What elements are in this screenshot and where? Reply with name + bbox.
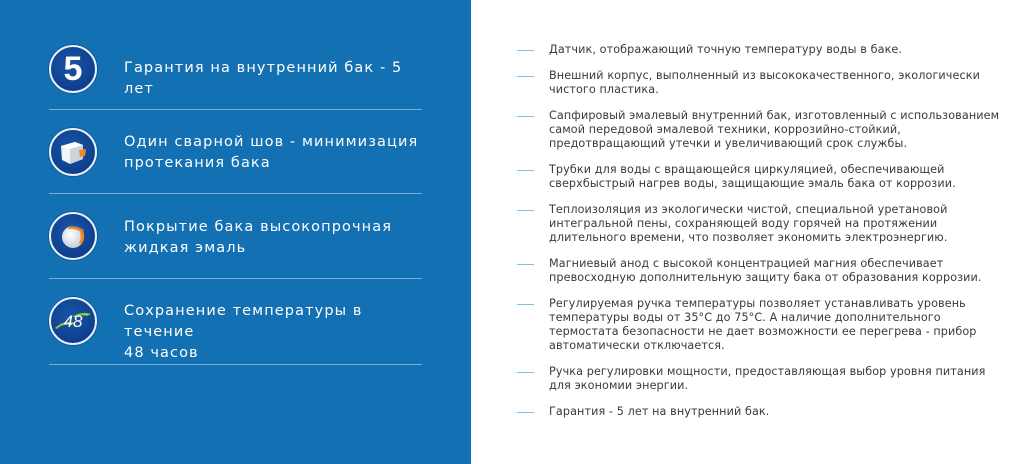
feature-title-line: Сохранение температуры в течение [124,303,363,340]
spec-item-temperature-knob [517,297,1007,353]
feature-title-line: Гарантия на внутренний бак - 5 лет [124,60,403,97]
feature-title-line: 48 часов [124,345,199,361]
spec-list [517,43,1007,431]
tank-glyph [53,132,93,172]
spec-item-power-knob [517,365,1007,393]
sphere-glyph [53,216,93,256]
dash-marker-icon [517,304,534,305]
spec-item-housing [517,69,1007,97]
dash-marker-icon [517,264,534,265]
spec-text: Регулируемая ручка температуры позволяет устанавливать уровень температуры воды от 35°C до 75°C. А наличие дополнительного термостата безопасности не дает возможности ее перегрева - прибор автоматически отключается. [549,297,977,352]
dash-marker-icon [517,412,534,413]
feature-title [124,301,424,364]
spec-text: Трубки для воды с вращающейся циркуляцией, обеспечивающей сверхбыстрый нагрев воды, защищающие эмаль бака от коррозии. [549,163,956,190]
48-hours-icon [49,297,97,345]
dash-marker-icon [517,170,534,171]
spec-text: Теплоизоляция из экологически чистой, специальной уретановой интегральной пены, сохраняющей воду горячей на протяжении длительного времени, что позволяет экономить электроэнергию. [549,203,948,244]
features-panel [0,0,471,464]
dash-marker-icon [517,50,534,51]
dash-marker-icon [517,210,534,211]
spec-item-sensor [517,43,1007,57]
spec-item-warranty [517,405,1007,419]
spec-item-insulation [517,203,1007,245]
feature-title [124,58,424,100]
spec-item-pipes [517,163,1007,191]
feature-title-line: Покрытие бака высокопрочная [124,219,393,235]
spec-item-inner-tank [517,109,1007,151]
spec-text: Гарантия - 5 лет на внутренний бак. [549,405,770,418]
badge-number: 5 [63,50,83,88]
divider [49,193,422,194]
spec-text: Датчик, отображающий точную температуру воды в баке. [549,43,903,56]
welded-tank-icon [49,128,97,176]
feature-title-line: Один сварной шов - минимизация [124,134,419,150]
spec-item-anode [517,257,1007,285]
dash-marker-icon [517,116,534,117]
svg-text:48: 48 [63,312,83,331]
spec-text: Сапфировый эмалевый внутренний бак, изготовленный с использованием самой передовой эмалевой техники, коррозийно-стойкий, предотвращающий утечки и увеличивающий срок службы. [549,109,1000,150]
feature-title-line: протекания бака [124,155,271,171]
dash-marker-icon [517,372,534,373]
divider [49,364,422,365]
number-5-icon [49,45,97,93]
enamel-sphere-icon [49,212,97,260]
48-glyph [51,301,95,341]
spec-text: Ручка регулировки мощности, предоставляющая выбор уровня питания для экономии энергии. [549,365,986,392]
divider [49,278,422,279]
feature-title [124,217,424,259]
dash-marker-icon [517,76,534,77]
feature-title-line: жидкая эмаль [124,240,247,256]
spec-text: Магниевый анод с высокой концентрацией магния обеспечивает превосходную дополнительную защиту бака от образования коррозии. [549,257,982,284]
divider [49,109,422,110]
spec-text: Внешний корпус, выполненный из высококачественного, экологически чистого пластика. [549,69,980,96]
feature-title [124,132,424,174]
